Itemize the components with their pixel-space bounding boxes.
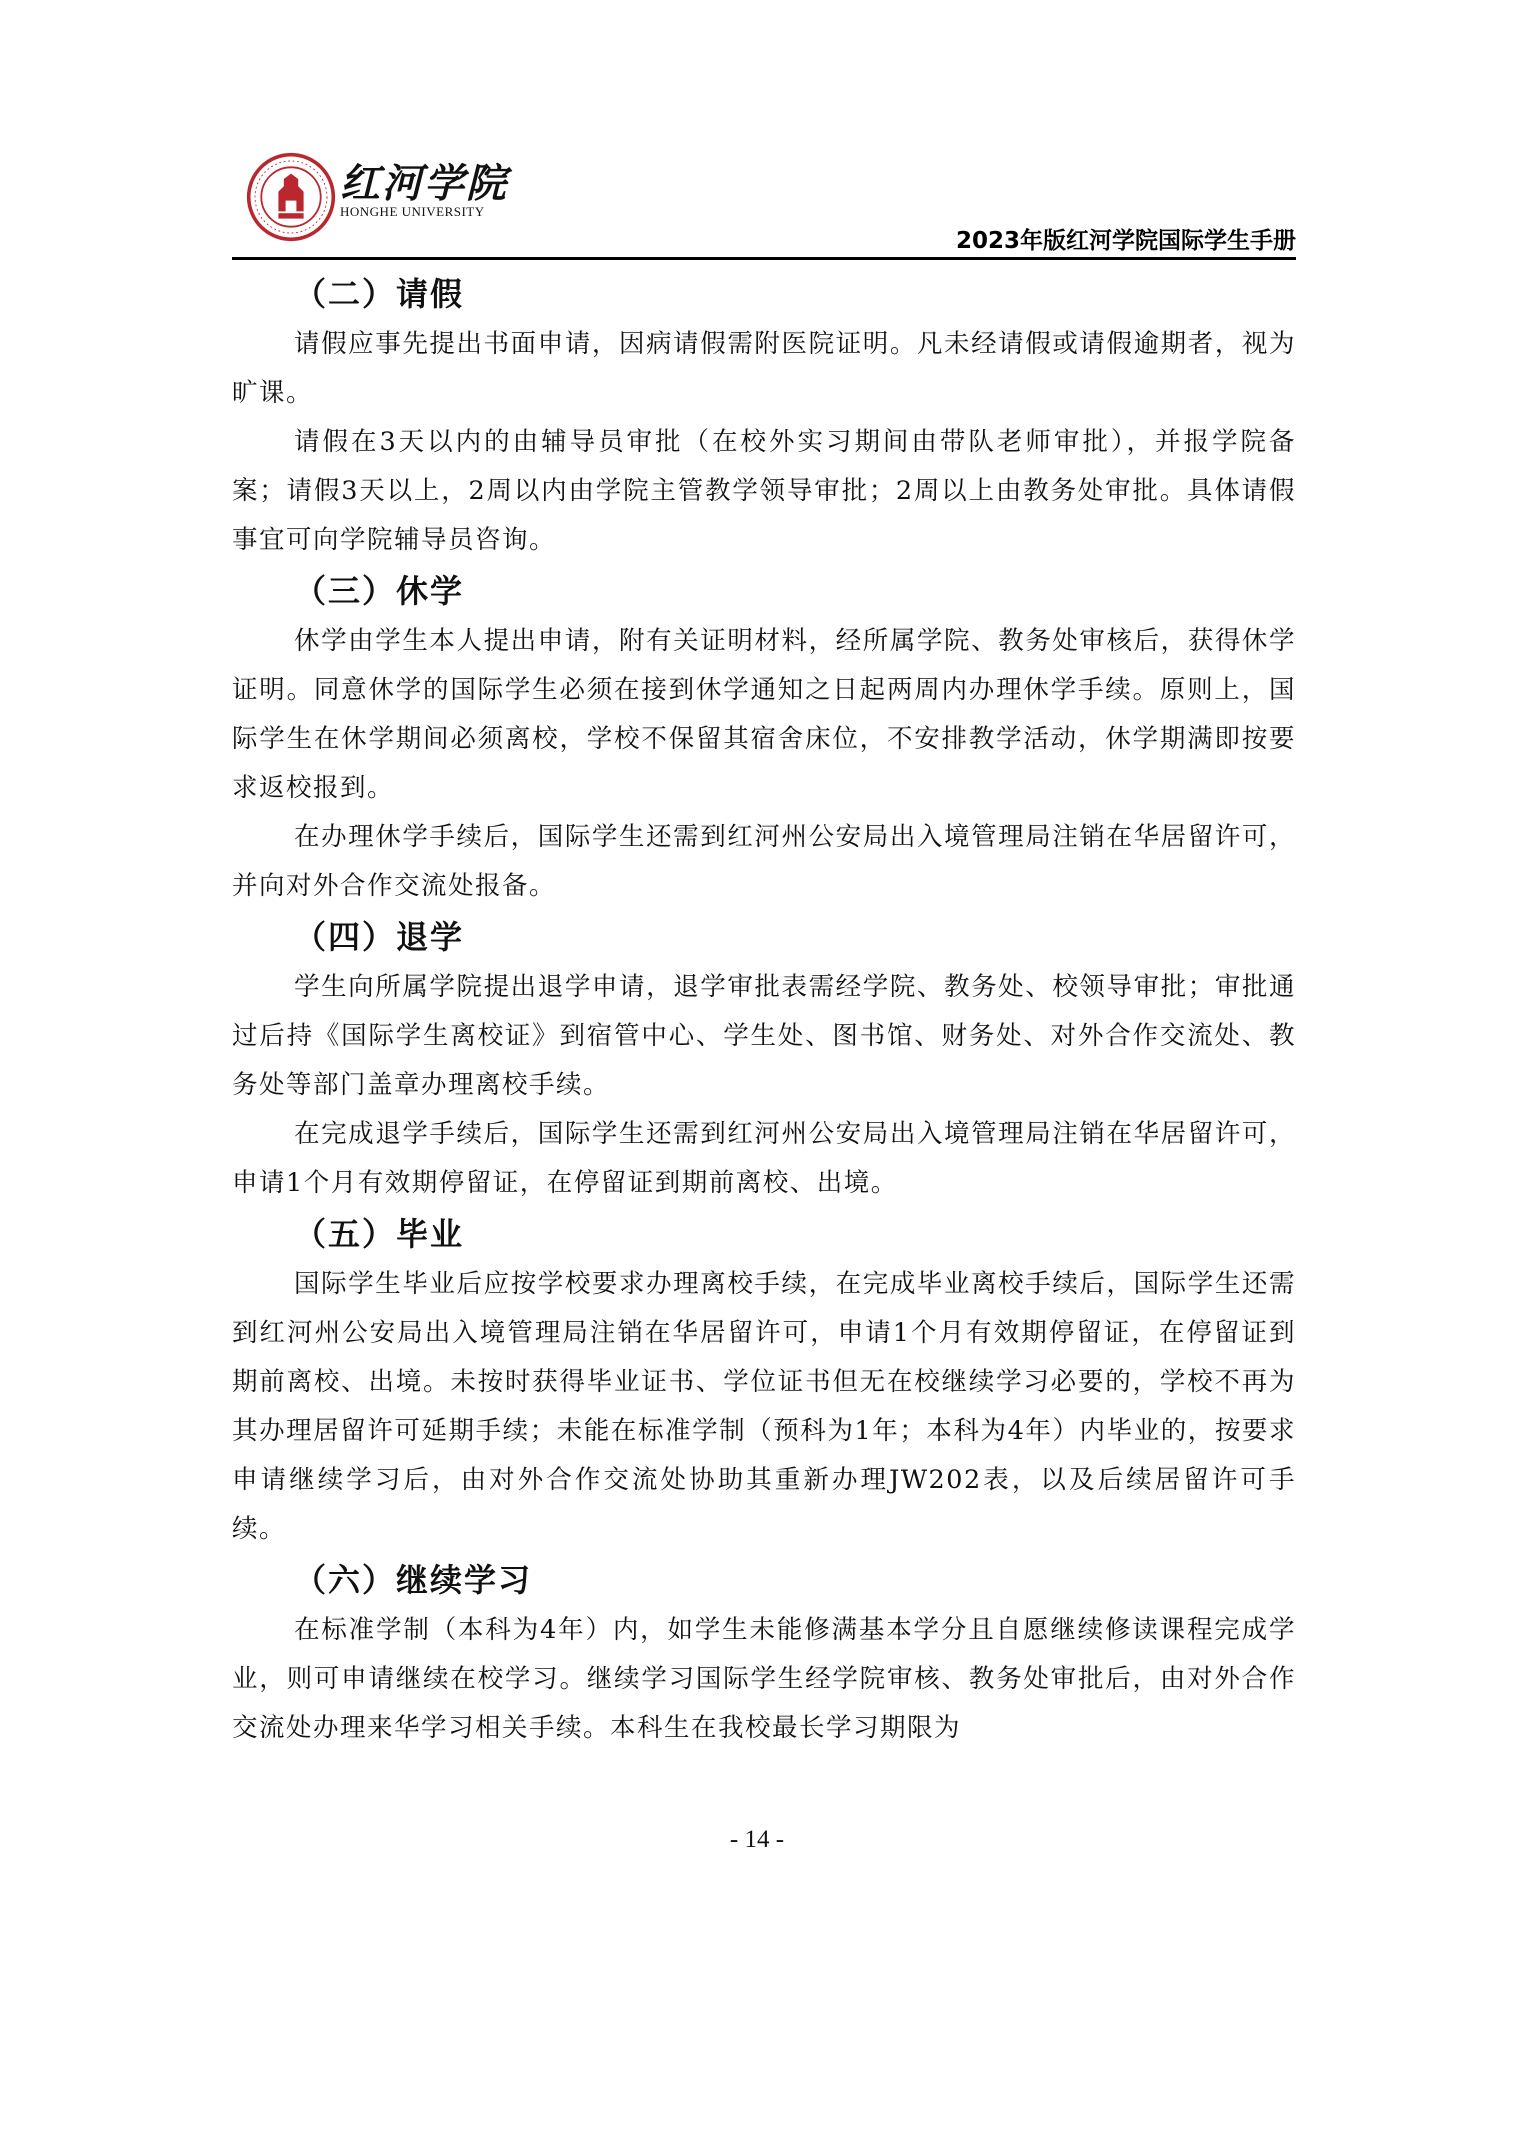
page-header xyxy=(232,140,1296,260)
section-heading-withdrawal: （四）退学 xyxy=(294,918,465,956)
paragraph: 休学由学生本人提出申请，附有关证明材料，经所属学院、教务处审核后，获得休学证明。同意休学的国际学生必须在接到休学通知之日起两周内办理休学手续。原则上，国际学生在休学期间必须离校，学校不保留其宿舍床位，不安排教学活动，休学期满即按要求返校报到。 xyxy=(232,626,1296,803)
university-seal-icon xyxy=(246,152,336,242)
logo-english-name: HONGHE UNIVERSITY xyxy=(340,204,485,219)
paragraph: 在办理休学手续后，国际学生还需到红河州公安局出入境管理局注销在华居留许可，并向对外合作交流处报备。 xyxy=(232,822,1296,901)
section-heading-graduation: （五）毕业 xyxy=(294,1215,465,1253)
handbook-title: 2023年版红河学院国际学生手册 xyxy=(955,228,1296,254)
section-heading-suspension: （三）休学 xyxy=(294,572,465,610)
page-body xyxy=(232,268,1296,1753)
paragraph: 国际学生毕业后应按学校要求办理离校手续，在完成毕业离校手续后，国际学生还需到红河州公安局出入境管理局注销在华居留许可，申请1个月有效期停留证，在停留证到期前离校、出境。未按时获得毕业证书、学位证书但无在校继续学习必要的，学校不再为其办理居留许可延期手续；未能在标准学制（预科为1年；本科为4年）内毕业的，按要求申请继续学习后，由对外合作交流处协助其重新办理JW202表，以及后续居留许可手续。 xyxy=(232,1269,1296,1544)
paragraph: 请假应事先提出书面申请，因病请假需附医院证明。凡未经请假或请假逾期者，视为旷课。 xyxy=(232,329,1296,408)
section-heading-continued-study: （六）继续学习 xyxy=(294,1561,533,1599)
university-logo xyxy=(340,162,508,220)
section-heading-leave: （二）请假 xyxy=(294,275,465,313)
header-divider xyxy=(232,257,1296,260)
paragraph: 在完成退学手续后，国际学生还需到红河州公安局出入境管理局注销在华居留许可，申请1个月有效期停留证，在停留证到期前离校、出境。 xyxy=(232,1119,1296,1198)
logo-chinese-name: 红河学院 xyxy=(340,160,508,207)
page-number: - 14 - xyxy=(729,1826,785,1853)
paragraph: 请假在3天以内的由辅导员审批（在校外实习期间由带队老师审批），并报学院备案；请假3天以上，2周以内由学院主管教学领导审批；2周以上由教务处审批。具体请假事宜可向学院辅导员咨询。 xyxy=(232,427,1296,555)
paragraph: 在标准学制（本科为4年）内，如学生未能修满基本学分且自愿继续修读课程完成学业，则可申请继续在校学习。继续学习国际学生经学院审核、教务处审批后，由对外合作交流处办理来华学习相关手续。本科生在我校最长学习期限为 xyxy=(232,1615,1296,1743)
paragraph: 学生向所属学院提出退学申请，退学审批表需经学院、教务处、校领导审批；审批通过后持《国际学生离校证》到宿管中心、学生处、图书馆、财务处、对外合作交流处、教务处等部门盖章办理离校手续。 xyxy=(232,972,1296,1100)
